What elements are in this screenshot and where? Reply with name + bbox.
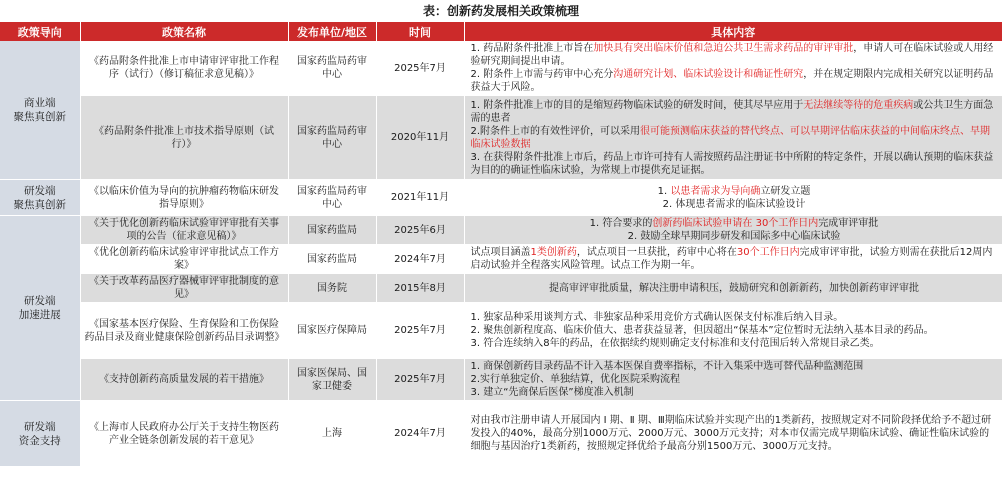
table-row: [0, 216, 1002, 245]
detail-line: [471, 337, 998, 350]
policy-name-cell: 《关于改革药品医疗器械审评审批制度的意见》: [80, 274, 288, 303]
header-row: [0, 22, 1002, 41]
date-cell: 2021年11月: [376, 180, 464, 216]
detail-text: 2.实行单独定价、单独结算，优化医院采购流程: [470, 374, 681, 385]
table-row: [0, 96, 1002, 180]
table-row: [0, 401, 1002, 467]
detail-line: [471, 198, 998, 211]
publisher-cell: 国家医保局、国家卫健委: [288, 359, 376, 401]
table-row: [0, 359, 1002, 401]
publisher-cell: 国务院: [288, 274, 376, 303]
highlight-text: 30个工作日内: [736, 247, 800, 258]
table-row: [0, 180, 1002, 216]
highlight-text: 无法继续等待的危重疾病: [803, 99, 914, 111]
date-cell: 2015年8月: [376, 274, 464, 303]
date-cell: 2025年7月: [376, 303, 464, 359]
category-cell: 研发端 加速进展: [0, 216, 80, 401]
detail-text: 2.附条件上市的有效性评价，可以采用: [470, 125, 641, 137]
table-row: [0, 41, 1002, 96]
policy-name-cell: 《以临床价值为导向的抗肿瘤药物临床研发指导原则》: [80, 180, 288, 216]
detail-cell: [464, 401, 1002, 467]
date-cell: 2025年6月: [376, 216, 464, 245]
detail-line: [471, 324, 998, 337]
publisher-cell: 国家药监局药审中心: [288, 41, 376, 96]
detail-text: 1. 独家品种采用谈判方式、非独家品种采用竞价方式确认医保支付标准后纳入目录。: [470, 312, 844, 323]
detail-text: 3. 符合连续纳入8年的药品，在依据续约规则确定支付标准和支付范围后转入常规目录乙类。: [470, 338, 880, 349]
detail-text: 完成审评审批，试验方则需在获批后12周内启动试验并全程落实风险管理。试点工作为期一年。: [470, 247, 993, 271]
policy-name-cell: 《关于优化创新药临床试验审评审批有关事项的公告（征求意见稿）》: [80, 216, 288, 245]
detail-cell: [464, 359, 1002, 401]
detail-line: [471, 386, 998, 399]
detail-text: 或公共卫生方面急需的患者: [470, 99, 994, 124]
detail-text: ，并在规定期限内完成相关研究以证明药品获益大于风险。: [470, 69, 994, 93]
detail-text: 2. 附条件上市需与药审中心充分: [470, 69, 614, 80]
detail-text: 1. 商保创新药目录药品不计入基本医保自费率指标，不计入集采中选可替代品种监测范围: [470, 361, 864, 372]
policy-name-cell: 《药品附条件批准上市申请审评审批工作程序（试行）（修订稿征求意见稿）》: [80, 41, 288, 96]
publisher-cell: 国家药监局: [288, 216, 376, 245]
detail-text: 完成审评审批: [818, 218, 879, 229]
detail-cell: [464, 41, 1002, 96]
category-cell: 研发端 资金支持: [0, 401, 80, 467]
detail-text: 1. 附条件批准上市的目的是缩短药物临床试验的研发时间，使其尽早应用于: [470, 99, 804, 111]
detail-text: 提高审评审批质量，解决注册申请积压，鼓励研究和创新新药，加快创新药审评审批: [549, 282, 919, 294]
table-row: [0, 274, 1002, 303]
detail-line: [471, 42, 998, 68]
detail-text: 2. 体现患者需求的临床试验设计: [662, 198, 806, 210]
publisher-cell: 国家药监局: [288, 245, 376, 274]
highlight-text: 创新药临床试验申请在 30个工作日内: [652, 218, 819, 229]
detail-cell: [464, 180, 1002, 216]
detail-line: [471, 373, 998, 386]
table-title: 表：创新药发展相关政策梳理: [422, 4, 579, 18]
detail-line: [471, 414, 998, 453]
detail-line: [471, 217, 998, 230]
header-detail: 具体内容: [464, 22, 1002, 41]
policy-name-cell: 《支持创新药高质量发展的若干措施》: [80, 359, 288, 401]
date-cell: 2024年7月: [376, 401, 464, 467]
detail-text: 对由我市注册申请人开展国内 Ⅰ 期、Ⅱ 期、Ⅲ期临床试验并实现产出的1类新药，按照规定对不同阶段择优给予不超过研发投入的40%，最高分别1000万元、2000万元、3000万元支持；对本市仅需完成早期临床试验、确证性临床试验的细胞与基因治疗1类新药，按照规定择优给予最高分别1500万元、3000万元支持。: [470, 415, 992, 452]
detail-text: 2. 聚焦创新程度高、临床价值大、患者获益显著，但因超出“保基本”定位暂时无法纳入基本目录的药品。: [470, 325, 934, 336]
detail-text: 2. 鼓励全球早期同步研发和国际多中心临床试验: [627, 231, 841, 242]
header-policy-orientation: 政策导向: [0, 22, 80, 41]
publisher-cell: 国家药监局药审中心: [288, 96, 376, 180]
publisher-cell: 国家医疗保障局: [288, 303, 376, 359]
table-row: [0, 303, 1002, 359]
detail-text: 1. 药品附条件批准上市旨在: [470, 43, 594, 54]
detail-cell: [464, 216, 1002, 245]
detail-cell: [464, 303, 1002, 359]
highlight-text: 沟通研究计划、临床试验设计和确证性研究: [613, 69, 804, 80]
policy-name-cell: 《上海市人民政府办公厅关于支持生物医药产业全链条创新发展的若干意见》: [80, 401, 288, 467]
detail-text: ，试点项目一旦获批，药审中心将在: [576, 247, 737, 258]
detail-line: [471, 99, 998, 125]
detail-text: 3. 建立“先商保后医保”梯度准入机制: [470, 387, 634, 398]
detail-text: 1.: [657, 185, 671, 197]
table-row: [0, 245, 1002, 274]
detail-line: [471, 311, 998, 324]
detail-line: [471, 230, 998, 243]
header-policy-name: 政策名称: [80, 22, 288, 41]
highlight-text: 很可能预测临床获益的替代终点、可以早期评估临床获益的中间临床终点、早期临床试验数据: [470, 125, 991, 150]
detail-text: 立研发立题: [760, 185, 811, 197]
detail-line: [471, 185, 998, 198]
publisher-cell: 上海: [288, 401, 376, 467]
detail-text: 1. 符合要求的: [589, 218, 653, 229]
category-cell: 商业端 聚焦真创新: [0, 41, 80, 180]
detail-line: [471, 151, 998, 177]
policy-name-cell: 《药品附条件批准上市技术指导原则（试行）》: [80, 96, 288, 180]
policy-name-cell: 《优化创新药临床试验审评审批试点工作方案》: [80, 245, 288, 274]
category-cell: 研发端 聚焦真创新: [0, 180, 80, 216]
header-publisher: 发布单位/地区: [288, 22, 376, 41]
detail-line: [471, 125, 998, 151]
highlight-text: 1类创新药: [530, 247, 577, 258]
detail-line: [471, 282, 998, 295]
highlight-text: 加快具有突出临床价值和急迫公共卫生需求药品的审评审批: [593, 43, 854, 54]
highlight-text: 以患者需求为导向确: [670, 185, 761, 197]
date-cell: 2025年7月: [376, 41, 464, 96]
detail-line: [471, 360, 998, 373]
detail-cell: [464, 274, 1002, 303]
detail-text: 试点项目涵盖: [470, 247, 531, 258]
detail-cell: [464, 245, 1002, 274]
policy-name-cell: 《国家基本医疗保险、生育保险和工伤保险药品目录及商业健康保险创新药品目录调整》: [80, 303, 288, 359]
date-cell: 2025年7月: [376, 359, 464, 401]
date-cell: 2024年7月: [376, 245, 464, 274]
policy-table: [0, 22, 1002, 467]
detail-text: ，申请人可在临床试验或人用经验研究期间提出申请。: [470, 43, 994, 67]
publisher-cell: 国家药监局药审中心: [288, 180, 376, 216]
header-date: 时间: [376, 22, 464, 41]
date-cell: 2020年11月: [376, 96, 464, 180]
detail-line: [471, 246, 998, 272]
detail-cell: [464, 96, 1002, 180]
detail-line: [471, 68, 998, 94]
detail-text: 3. 在获得附条件批准上市后，药品上市许可持有人需按照药品注册证书中所附的特定条件，开展以确认预期的临床获益为目的的确证性临床试验，为常规上市提供充足证据。: [470, 151, 994, 176]
